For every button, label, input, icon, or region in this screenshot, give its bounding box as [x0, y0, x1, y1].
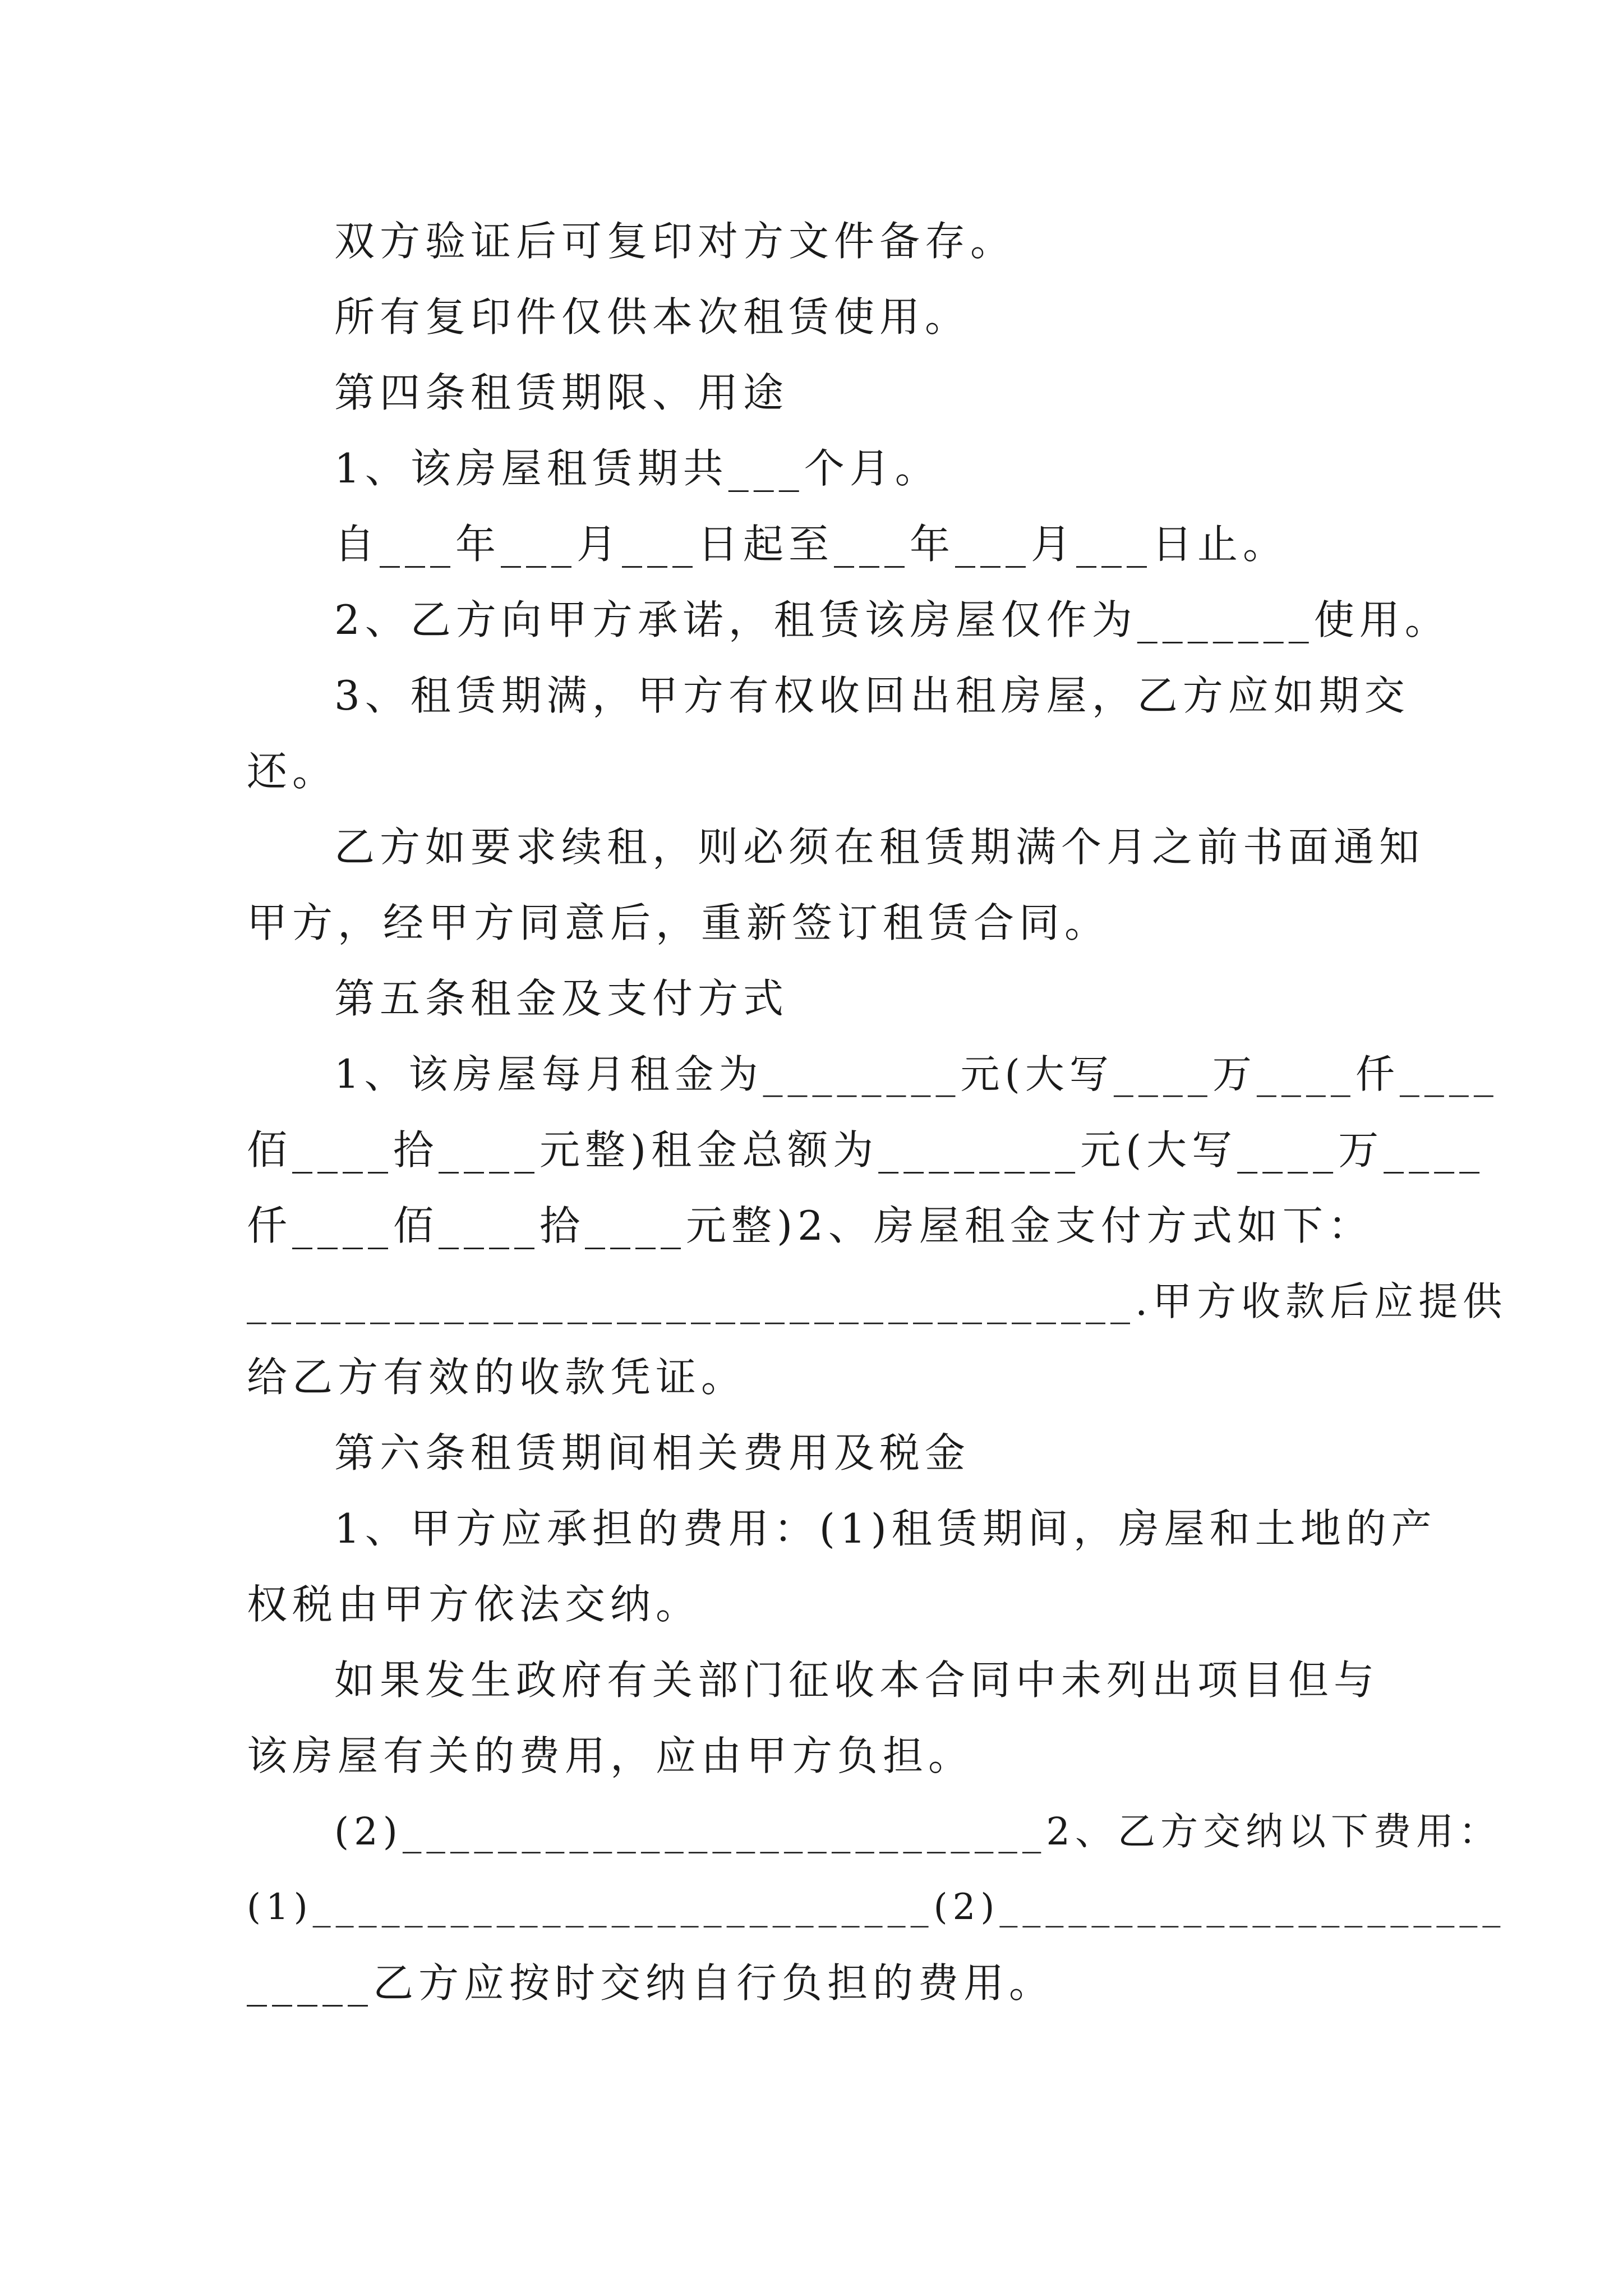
paragraph-line: 3、租赁期满，甲方有权收回出租房屋，乙方应如期交 — [334, 672, 1410, 719]
paragraph-line: 给乙方有效的收款凭证。 — [247, 1354, 747, 1401]
section-heading: 第四条租赁期限、用途 — [334, 369, 789, 416]
paragraph-line: 2、乙方向甲方承诺，租赁该房屋仅作为_______使用。 — [334, 596, 1450, 643]
paragraph-line: 自___年___月___日起至___年___月___日止。 — [334, 521, 1289, 568]
paragraph-line: 甲方，经甲方同意后，重新签订租赁合同。 — [247, 899, 1110, 946]
paragraph-line: 仟____佰____拾____元整)2、房屋租金支付方式如下： — [247, 1202, 1373, 1249]
paragraph-line: 所有复印件仅供本次租赁使用。 — [334, 293, 971, 341]
paragraph-line: 双方验证后可复印对方文件备存。 — [334, 218, 1016, 265]
paragraph-line: 还。 — [247, 748, 338, 795]
paragraph-line: 乙方如要求续租，则必须在租赁期满个月之前书面通知 — [334, 823, 1425, 871]
paragraph-line: 1、甲方应承担的费用：(1)租赁期间，房屋和土地的产 — [334, 1505, 1437, 1552]
paragraph-line: 佰____拾____元整)租金总额为________元(大写____万____ — [247, 1126, 1485, 1174]
paragraph-line: 权税由甲方依法交纳。 — [247, 1581, 702, 1628]
paragraph-line: 1、该房屋租赁期共___个月。 — [334, 445, 940, 492]
paragraph-line: 如果发生政府有关部门征收本合同中未列出项目但与 — [334, 1657, 1380, 1704]
paragraph-line: (1)___________________________(2)______________________ — [247, 1887, 1506, 1928]
section-heading: 第六条租赁期间相关费用及税金 — [334, 1429, 971, 1476]
paragraph-line: ____________________________________.甲方收款后应提供 — [247, 1278, 1507, 1324]
section-heading: 第五条租金及支付方式 — [334, 975, 789, 1022]
paragraph-line: _____乙方应按时交纳自行负担的费用。 — [247, 1959, 1055, 2007]
paragraph-line: (2)___________________________2、乙方交纳以下费用： — [334, 1810, 1502, 1853]
paragraph-line: 该房屋有关的费用，应由甲方负担。 — [247, 1732, 974, 1779]
paragraph-line: 1、该房屋每月租金为________元(大写____万____仟____ — [334, 1051, 1498, 1097]
